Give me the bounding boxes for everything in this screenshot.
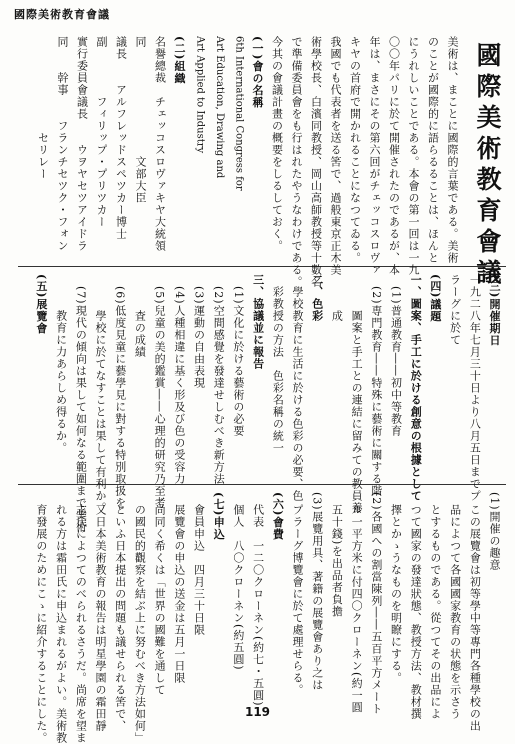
middle-block-line: 三、協議並に報告 [251, 274, 265, 370]
bottom-block-line: (六)會費 [271, 492, 285, 541]
bottom-block-line: (3)展覽用具、著籍の展覽會あり之は [310, 492, 324, 691]
middle-block-line: (7)現代の傾向は果して如何なる範圍まで美術 [74, 274, 88, 533]
bottom-block-line: (七)申込 [212, 492, 226, 541]
middle-block-line: 教育に力あらしめ得るか。 [54, 274, 68, 454]
middle-block-line: (1)文化に於ける藝術の必要 [231, 274, 245, 437]
middle-block-line: (四)議題 [428, 274, 442, 323]
top-block-line: 副 フィリップ・プリツカー [95, 36, 108, 228]
bottom-block-line: 會員申込 四月三十日限 [192, 492, 206, 636]
middle-block-line: (五)展覽會 [34, 274, 48, 335]
top-block-line: で準備委員會をも行はれたやうなわけである。 [290, 36, 303, 288]
middle-block-line: (2)空間感覺を發達せしむべき新方法 [212, 274, 226, 485]
top-block-line: 美術は、まことに國際的言葉である。美術 [446, 36, 459, 264]
middle-block-line: 一九二八年七月三十日より八月五日までプ [468, 274, 482, 502]
top-block-line: 實行委員會議長 ウヲヤセツアイドラ [75, 36, 89, 252]
middle-block-line: ラーグに於て [448, 274, 462, 346]
bottom-block-line: れる方は霜田氏に申込まれるがよい。美術教 [54, 492, 68, 744]
top-block-line: キヤの首府で開かれることになつてゐる。 [348, 36, 362, 264]
running-head: 國際美術教育會議 [14, 8, 110, 21]
top-block-line: 年は、まさにその第六回がチェッコスロヴァ [368, 36, 381, 276]
bottom-block-line: 又日本美術教育の報告は明星學園の霜田靜 [94, 492, 107, 732]
top-block-line: 名譽總裁 チェッコスロヴァキヤ大統領 [153, 36, 167, 252]
bottom-block-line: 育發展のためにこゝに紹介することにした。 [34, 492, 48, 744]
middle-block-line: 査の成績 [133, 274, 147, 358]
middle-block-line: (6)低度見童に藝學見に對する特別取扱を [113, 274, 127, 509]
top-block-line: 議長 アルフレッドスペツカー博士 [114, 36, 128, 240]
top-block-line: 今其の會議計畫の概要をしるしておく。 [270, 36, 284, 252]
bottom-block-line: とするものである。從つてその出品によ [428, 492, 442, 720]
middle-block-line: (三)開催期日 [488, 274, 501, 347]
middle-block-line: 二、色彩 [310, 274, 324, 322]
middle-block-line: 學校教育に生活に於ける色彩の必要、色 [291, 274, 304, 502]
middle-block-line: (4)人種相違に基く形及び色の受容力 [172, 274, 186, 485]
section-divider-bottom [18, 484, 506, 485]
section-divider-top [18, 266, 506, 267]
bottom-block-line: 尚同く希くは「世界の國難を通して [153, 492, 167, 696]
top-block-line: のことが國際的に語らるることは、ほんと [426, 36, 440, 264]
middle-block-line: (3)運動の自由表現 [192, 274, 206, 389]
middle-block-line: (2)専門教育――特殊に藝術に關する階 [369, 274, 383, 497]
middle-block-line: 一、圖案、手工に於ける創意の根據として [409, 274, 423, 502]
page-number: 119 [244, 705, 271, 719]
top-block-line: セリレー [36, 36, 50, 180]
bottom-block-line: ル一平方米に付四〇クローネン(約一圓 [350, 492, 364, 714]
bottom-block-line: 代表 一二〇クローネン(約七・五圓) [251, 492, 265, 707]
middle-block-line: (5)兒童の美的鑑賞――心理的研究乃至考 [153, 274, 167, 509]
top-block-line: 同 幹事 フランチセツク・フォン [56, 36, 69, 252]
bottom-block-line: (2)各國への割當陳列――五百平方メート [369, 492, 383, 715]
middle-block-line: 圖案と手工との連結に留みての教員養 [350, 274, 364, 514]
top-block-line: Art Education, Drawing and [214, 36, 225, 179]
middle-block-line: (1)普通教育――初中等教育 [389, 274, 403, 437]
top-block-line: (二)組織 [173, 36, 186, 85]
bottom-block-line: (1)開催の趣意 [488, 492, 501, 571]
bottom-block-line: といふ日本提出の問題も議せられる筈で、 [113, 492, 127, 732]
bottom-block-line: 個人 八〇クローネン(約五圓) [231, 492, 245, 671]
bottom-block-line: の國民的觀察を結ぶ上に努むべき方法如何」 [133, 492, 147, 744]
top-block-line: 我國でも代表者を送る筈で、過般東京正木美 [329, 36, 342, 276]
top-block-line: 同 文部大臣 [134, 36, 147, 204]
bottom-block-line: 品によつて各國國家教育の状態を示さう [448, 492, 462, 720]
top-block-line: 術學校長、白濱同教授、岡山高師教授等十數名 [309, 36, 323, 288]
bottom-block-line: 擇とかゝうなものを明瞭にする。 [389, 492, 403, 684]
bottom-block-line: つて國家の發達狀態、教授方法、教材撰 [409, 492, 423, 720]
top-block-line: にうれしいことである。本會の第一回は一九 [407, 36, 420, 276]
bottom-block-line: 展覽會の申込の送金は五月一日限 [172, 492, 186, 684]
bottom-block-line: この展覽會は初等學中等專門各種學校の出 [468, 492, 482, 732]
bottom-block-line: プラーグ博覽會に於て處理せらる。 [291, 492, 304, 696]
top-block-line: (一)會の名稱 [251, 36, 264, 109]
top-block-line: 6th International Congress for [233, 36, 245, 191]
middle-block-line: 學校に於てなすことは果して有利か。 [94, 274, 107, 514]
bottom-block-line: 志氏によつてのべられるさうだ。尚席を望ま [74, 492, 88, 744]
middle-block-line: 成 [330, 274, 344, 322]
middle-block-line: 彩教授の方法 色彩名稱の統一 [271, 274, 285, 454]
article-title: 國際美術教育會議 [473, 42, 502, 290]
top-block-line: Art Applied to Industry [194, 36, 206, 154]
bottom-block-line: 五十錢)を出品者負擔 [330, 492, 344, 618]
top-block-line: 〇〇年パリに於て開催されたのであるが、本 [387, 36, 401, 276]
